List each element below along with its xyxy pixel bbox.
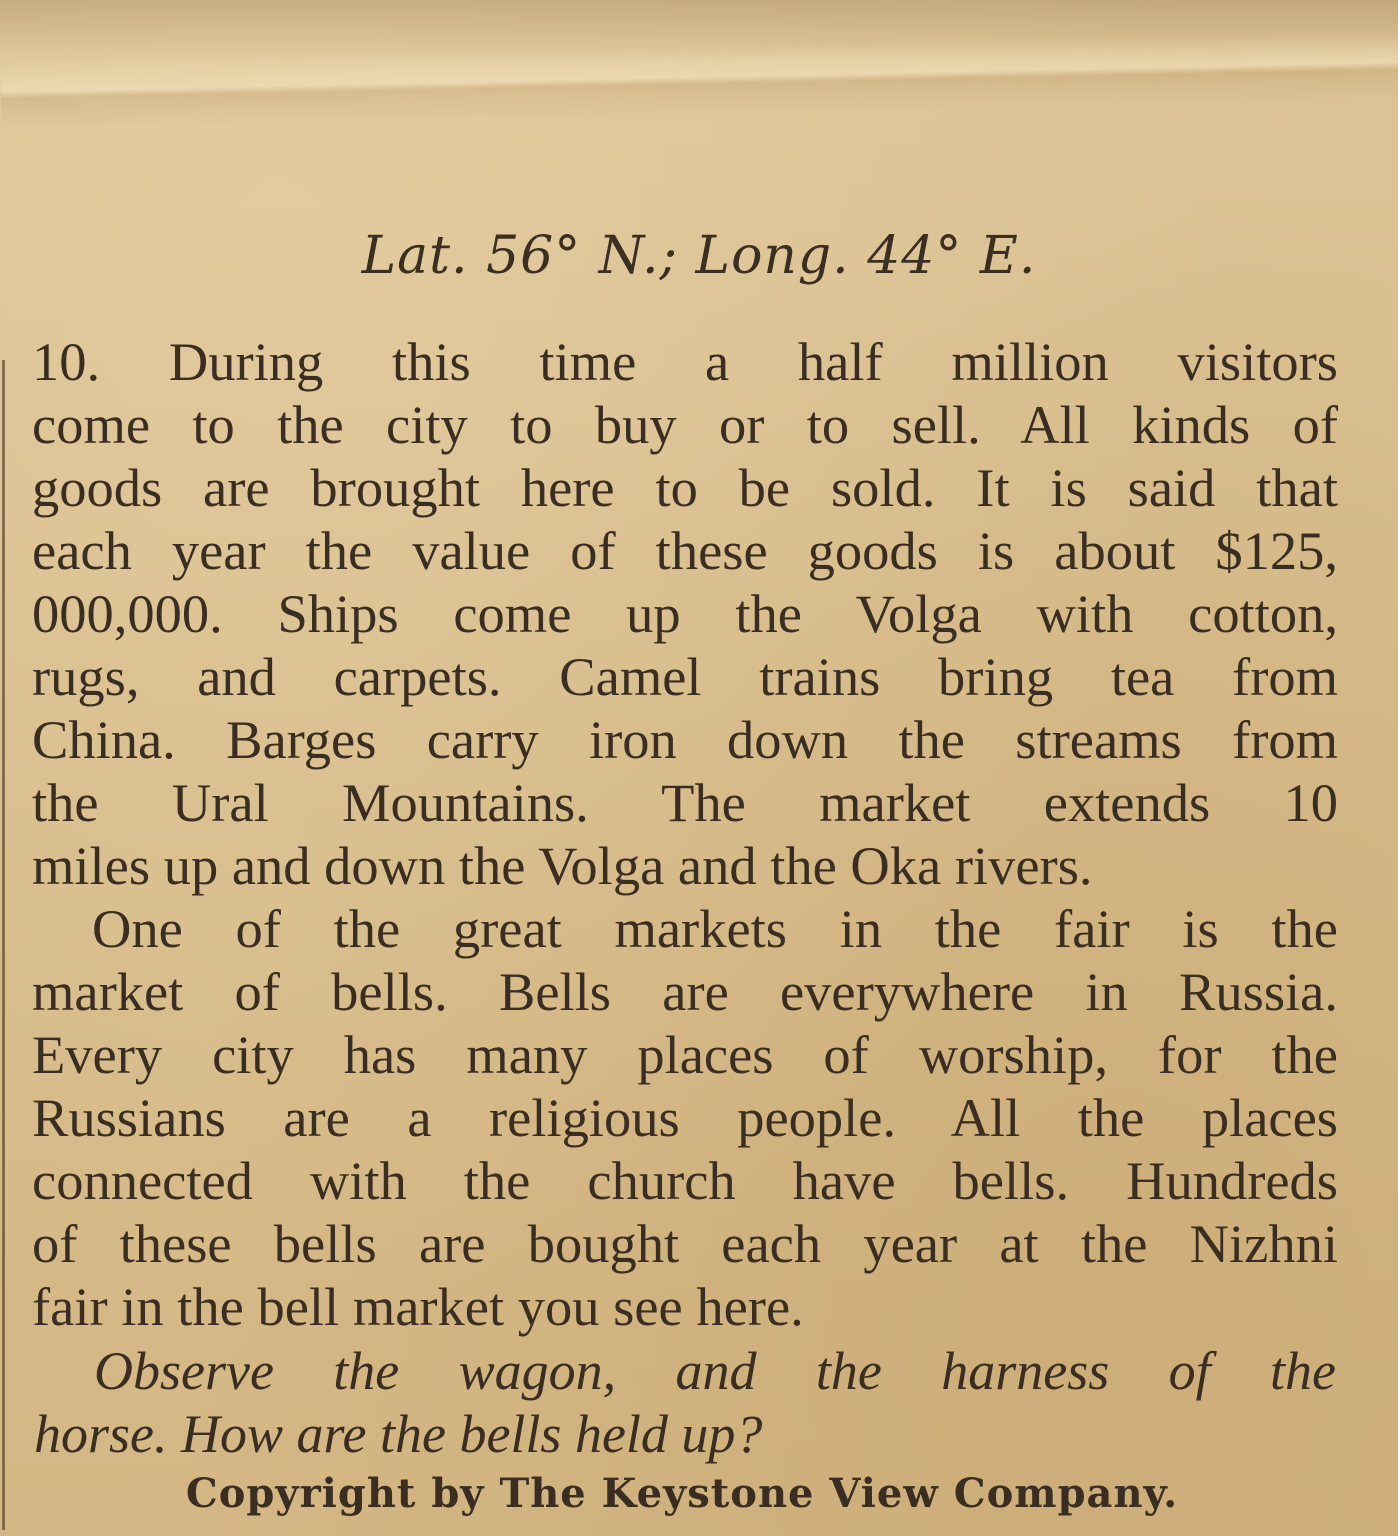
text-line: market of bells. Bells are everywhere in Russia. [32,961,1338,1022]
text-line: goods are brought here to be sold. It is said that [32,457,1338,518]
text-line: Every city has many places of worship, for the [32,1024,1338,1085]
text-line: of these bells are bought each year at the Nizhni [32,1213,1338,1274]
copyright-notice: Copyright by The Keystone View Company. [185,1470,1179,1517]
text-line: miles up and down the Volga and the Oka rivers. [32,835,1093,896]
question-line: horse. How are the bells held up? [34,1404,763,1464]
text-line: China. Barges carry iron down the streams from [32,709,1338,770]
text-line: each year the value of these goods is about $125, [32,520,1338,581]
text-line: 000,000. Ships come up the Volga with cotton, [32,583,1338,644]
question-line: Observe the wagon, and the harness of the [94,1341,1336,1401]
text-line: the Ural Mountains. The market extends 10 [32,772,1338,833]
text-line: come to the city to buy or to sell. All kinds of [32,394,1338,455]
text-line: Russians are a religious people. All the places [32,1087,1338,1148]
text-line: connected with the church have bells. Hundreds [32,1150,1338,1211]
observe-question [34,1340,1336,1466]
text-line: fair in the bell market you see here. [32,1276,804,1337]
left-border-rule [2,360,5,1530]
text-line: rugs, and carpets. Camel trains bring tea from [32,646,1338,707]
description-text [32,330,1338,1338]
coordinates-heading: Lat. 56° N.; Long. 44° E. [361,226,1037,286]
text-line: One of the great markets in the fair is the [92,898,1338,959]
text-line: 10. During this time a half million visitors [32,331,1338,392]
